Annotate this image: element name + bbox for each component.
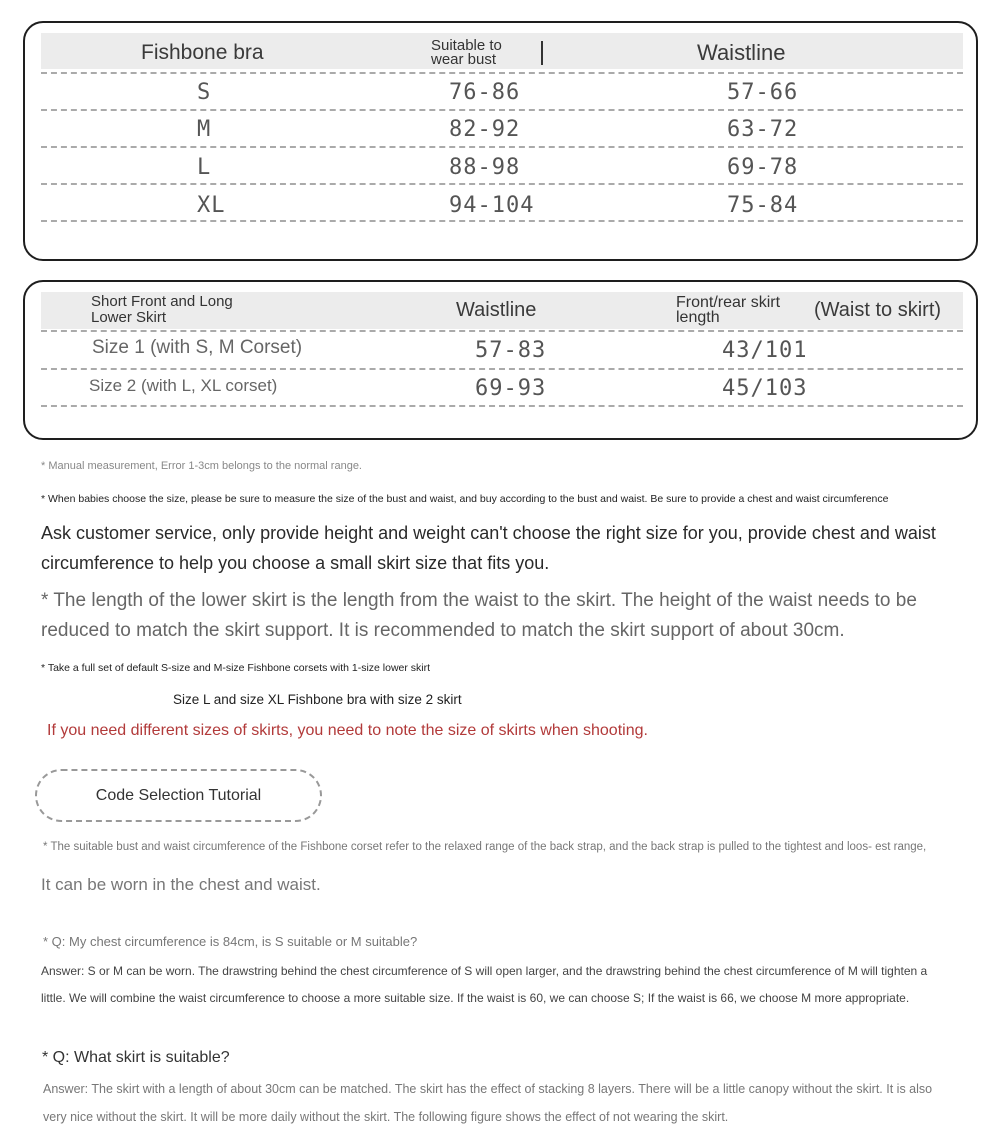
row-l-bust: 88-98 (449, 155, 521, 180)
question-1: * Q: My chest circumference is 84cm, is S suitable or M suitable? (43, 934, 418, 949)
skirt-size-table (23, 280, 978, 440)
header-skirt-line1: Short Front and Long (91, 293, 233, 310)
note-babies-choose: * When babies choose the size, please be sure to measure the size of the bust and waist, and buy according to the bust and waist. Be sure to provide a chest and waist circumference (41, 493, 889, 505)
header-length-note: (Waist to skirt) (814, 299, 942, 321)
header-length-line1: Front/rear skirt (676, 294, 781, 311)
header-waistline: Waistline (697, 40, 786, 65)
row-size2-label: Size 2 (with L, XL corset) (89, 376, 278, 395)
row-xl-size: XL (197, 193, 226, 218)
header-fishbone-bra: Fishbone bra (141, 41, 264, 64)
divider (41, 368, 963, 370)
row-xl-waist: 75-84 (727, 193, 799, 218)
header-skirt-line2: Lower Skirt (91, 309, 167, 326)
row-size1-waist: 57-83 (475, 338, 547, 363)
row-s-bust: 76-86 (449, 80, 521, 105)
divider (41, 72, 963, 74)
row-l-size: L (197, 155, 212, 180)
header-bust-line1: Suitable to (431, 37, 502, 54)
row-m-waist: 63-72 (727, 117, 799, 142)
question-2: * Q: What skirt is suitable? (42, 1049, 230, 1066)
row-size2-length: 45/103 (722, 376, 808, 401)
row-s-waist: 57-66 (727, 80, 799, 105)
row-m-size: M (197, 117, 212, 142)
divider (41, 220, 963, 222)
note-default-set: * Take a full set of default S-size and M-size Fishbone corsets with 1-size lower skirt (41, 662, 431, 674)
row-m-bust: 82-92 (449, 117, 521, 142)
note-large-set: Size L and size XL Fishbone bra with size 2 skirt (173, 692, 462, 707)
note-skirt-length: * The length of the lower skirt is the length from the waist to the skirt. The height of the waist needs to be reduced to match the skirt support. It is recommended to match the skirt support of about 30cm. (41, 590, 917, 641)
divider (41, 405, 963, 407)
divider (41, 183, 963, 185)
header-separator (541, 41, 543, 65)
answer-1: Answer: S or M can be worn. The drawstring behind the chest circumference of S will open larger, and the drawstring behind the chest circumference of M will tighten a little. We will combine the waist circumference to choose a more suitable size. If the waist is 60, we can choose S; If the waist is 66, we choose M more appropriate. (41, 964, 928, 1005)
note-different-sizes: If you need different sizes of skirts, you need to note the size of skirts when shooting. (47, 722, 648, 739)
header-bust-line2: wear bust (431, 51, 497, 68)
row-size2-waist: 69-93 (475, 376, 547, 401)
answer-2: Answer: The skirt with a length of about 30cm can be matched. The skirt has the effect of stacking 8 layers. There will be a little canopy without the skirt. It is also very nice without the skirt. It will be more daily without the skirt. The following figure shows the effect of not wearing the skirt. (43, 1082, 933, 1124)
divider (41, 146, 963, 148)
divider (41, 109, 963, 111)
note-manual-measurement: * Manual measurement, Error 1-3cm belongs to the normal range. (41, 460, 362, 472)
header-length-line2: length (676, 309, 720, 326)
row-size1-length: 43/101 (722, 338, 808, 363)
row-s-size: S (197, 80, 212, 105)
bra-size-table (23, 21, 978, 261)
row-xl-bust: 94-104 (449, 193, 535, 218)
row-l-waist: 69-78 (727, 155, 799, 180)
tutorial-worn-in: It can be worn in the chest and waist. (41, 875, 321, 894)
row-size1-label: Size 1 (with S, M Corset) (92, 337, 303, 358)
divider (41, 330, 963, 332)
tutorial-relaxed-range: * The suitable bust and waist circumference of the Fishbone corset refer to the relaxed range of the back strap, and the back strap is pulled to the tightest and loos- est range, (43, 841, 927, 853)
code-selection-tutorial-button[interactable]: Code Selection Tutorial (35, 769, 322, 822)
header-waistline: Waistline (456, 299, 537, 321)
note-ask-customer-service: Ask customer service, only provide height and weight can't choose the right size for you, provide chest and waist circumference to help you choose a small skirt size that fits you. (41, 523, 936, 573)
